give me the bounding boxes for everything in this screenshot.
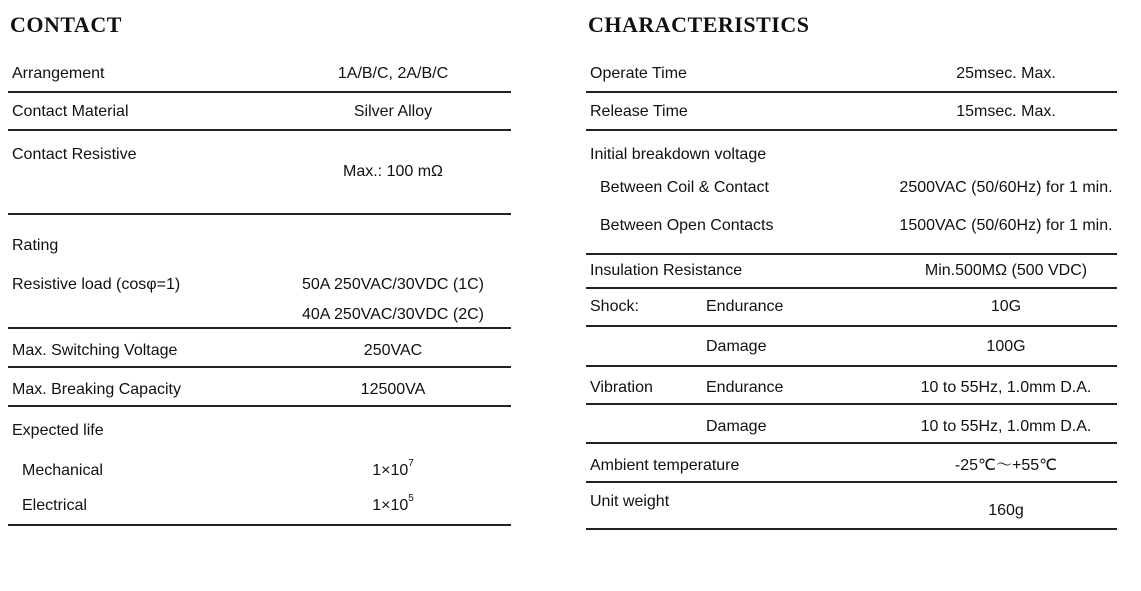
table-row [586, 62, 1117, 93]
arrangement-value: 1A/B/C, 2A/B/C [337, 65, 449, 82]
coil-contact-value: 2500VAC (50/60Hz) for 1 min. [899, 179, 1113, 196]
table-row [8, 407, 511, 442]
material-value: Silver Alloy [353, 103, 433, 120]
insulation-value: Min.500MΩ (500 VDC) [924, 262, 1088, 279]
contact-table [8, 62, 511, 526]
characteristics-heading: CHARACTERISTICS [588, 12, 810, 37]
max-voltage-value: 250VAC [363, 342, 423, 359]
table-row [586, 255, 1117, 289]
electrical-base: 1×10 [372, 497, 409, 514]
table-row [586, 131, 1117, 173]
expected-life-label: Expected life [12, 422, 104, 439]
operate-value: 25msec. Max. [956, 65, 1056, 82]
table-row [8, 255, 511, 293]
release-value: 15msec. Max. [956, 103, 1056, 120]
shock-label: Shock: [590, 298, 639, 315]
table-row [8, 290, 511, 329]
open-contacts-value: 1500VAC (50/60Hz) for 1 min. [899, 217, 1113, 234]
contact-heading: CONTACT [10, 12, 122, 37]
table-row [586, 289, 1117, 327]
max-voltage-label: Max. Switching Voltage [12, 342, 178, 359]
rating-label: Rating [12, 237, 59, 254]
table-row [8, 442, 511, 479]
table-row [586, 367, 1117, 405]
resistive-load-value-1: 50A 250VAC/30VDC (1C) [301, 276, 485, 293]
weight-label: Unit weight [590, 493, 670, 510]
arrangement-label: Arrangement [12, 65, 105, 82]
breakdown-label: Initial breakdown voltage [590, 146, 767, 163]
table-row [8, 215, 511, 255]
mechanical-value [372, 458, 414, 481]
shock-endurance-value: 10G [990, 298, 1022, 315]
mechanical-base: 1×10 [372, 462, 409, 479]
shock-endurance-label: Endurance [706, 298, 784, 315]
resistive-value: Max.: 100 mΩ [343, 163, 443, 180]
table-row [586, 173, 1117, 211]
shock-damage-label: Damage [706, 338, 767, 355]
resistive-load-value-2: 40A 250VAC/30VDC (2C) [301, 306, 485, 323]
resistive-label: Contact Resistive [12, 146, 137, 163]
table-row [586, 93, 1117, 131]
mechanical-label: Mechanical [22, 462, 103, 479]
table-row [8, 329, 511, 368]
operate-label: Operate Time [590, 65, 687, 82]
vibration-label: Vibration [590, 379, 653, 396]
coil-contact-label: Between Coil & Contact [600, 179, 769, 196]
table-row [586, 444, 1117, 483]
insulation-label: Insulation Resistance [590, 262, 743, 279]
characteristics-table [586, 62, 1117, 530]
vib-damage-value: 10 to 55Hz, 1.0mm D.A. [920, 418, 1092, 435]
electrical-value [372, 493, 414, 516]
table-row [586, 405, 1117, 444]
open-contacts-label: Between Open Contacts [600, 217, 774, 234]
ambient-value: -25℃～+55℃ [954, 457, 1058, 474]
table-row [586, 483, 1117, 530]
electrical-label: Electrical [22, 497, 87, 514]
ambient-label: Ambient temperature [590, 457, 740, 474]
table-row [8, 62, 511, 93]
table-row [586, 211, 1117, 255]
max-breaking-value: 12500VA [360, 381, 426, 398]
shock-damage-value: 100G [986, 338, 1026, 355]
resistive-load-label: Resistive load (cosφ=1) [12, 276, 181, 293]
table-row [8, 93, 511, 131]
table-row [8, 479, 511, 526]
electrical-exponent: 5 [408, 493, 414, 504]
table-row [586, 327, 1117, 367]
max-breaking-label: Max. Breaking Capacity [12, 381, 181, 398]
vib-damage-label: Damage [706, 418, 767, 435]
weight-value: 160g [988, 502, 1024, 519]
mechanical-exponent: 7 [408, 458, 414, 469]
table-row [8, 131, 511, 215]
vib-endurance-label: Endurance [706, 379, 784, 396]
material-label: Contact Material [12, 103, 129, 120]
table-row [8, 368, 511, 407]
vib-endurance-value: 10 to 55Hz, 1.0mm D.A. [920, 379, 1092, 396]
release-label: Release Time [590, 103, 688, 120]
